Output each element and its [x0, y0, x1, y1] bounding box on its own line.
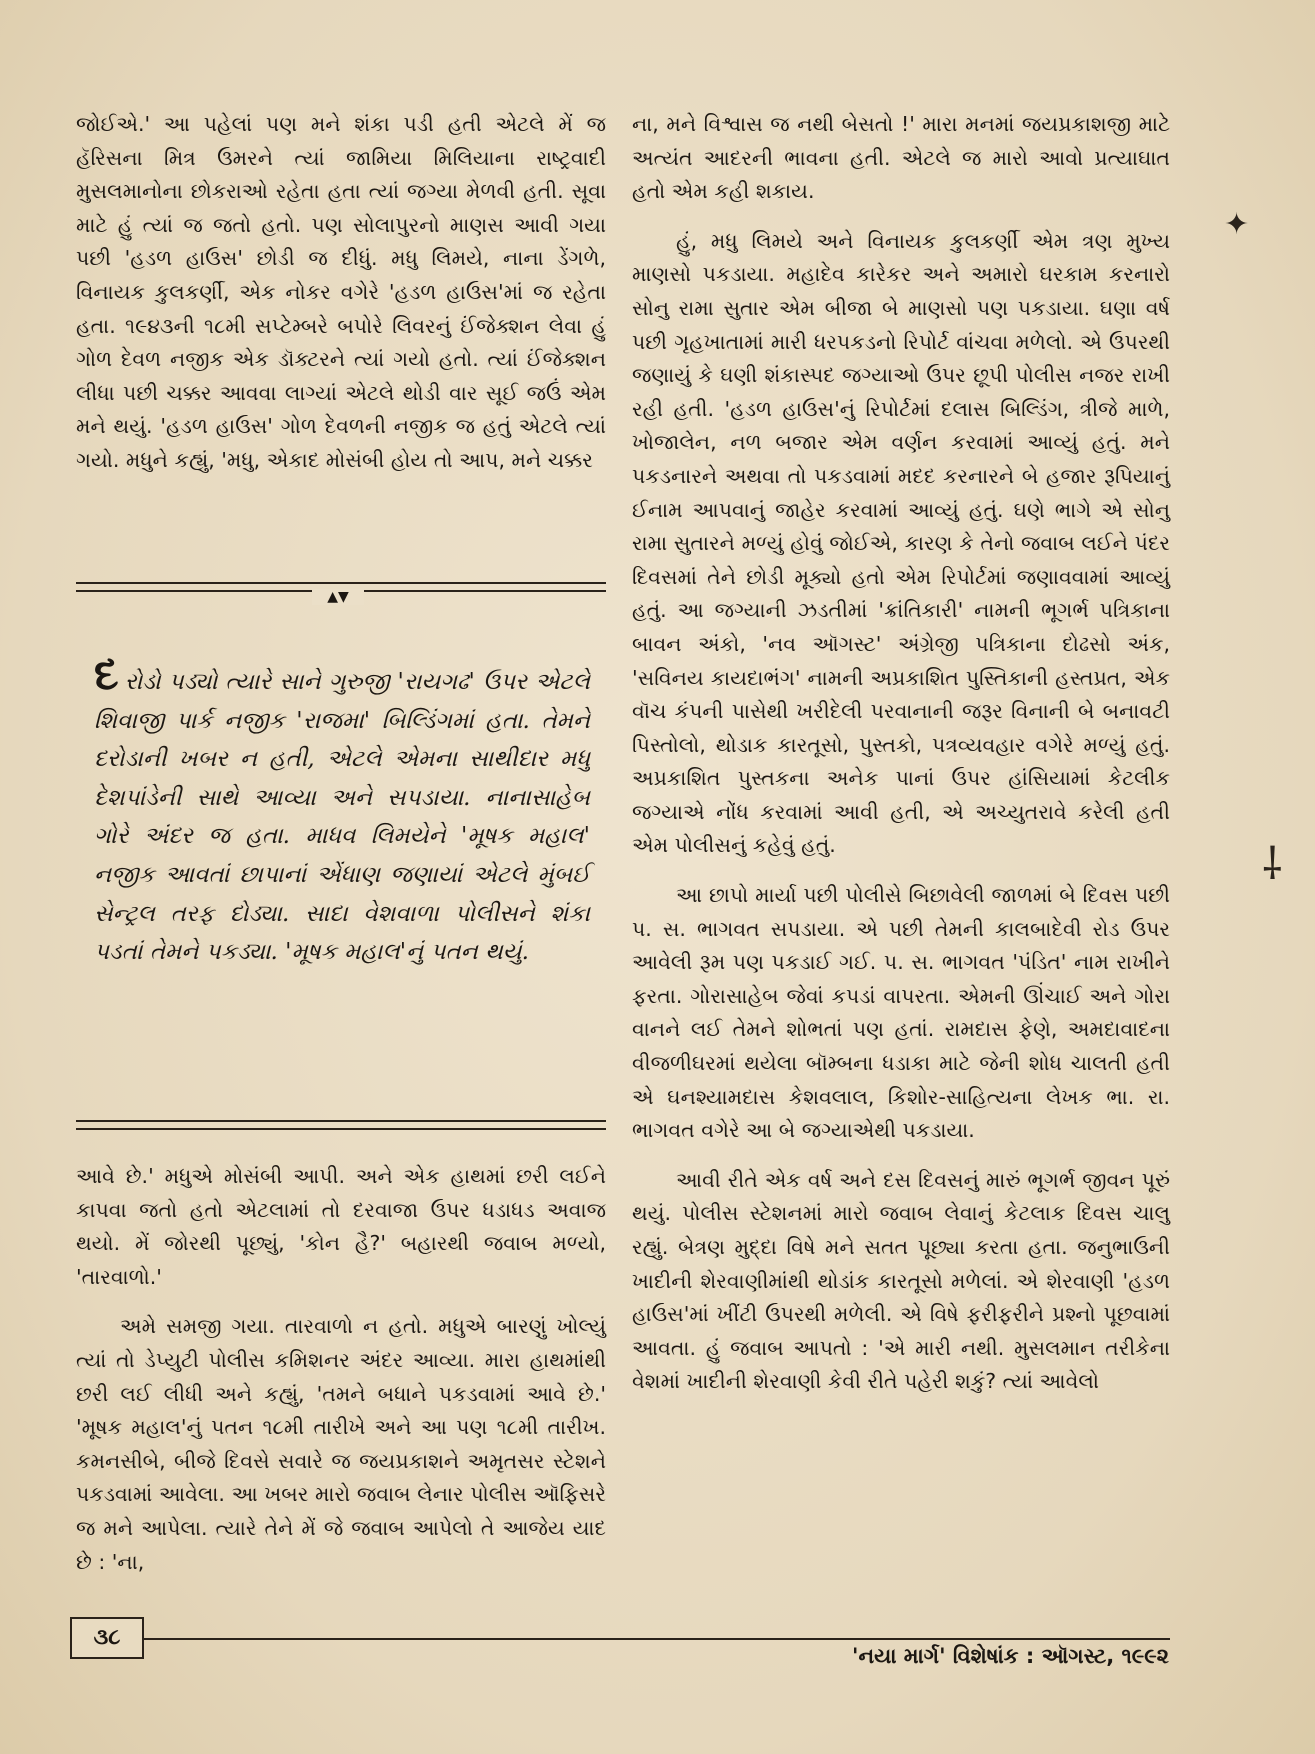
paragraph: આવી રીતે એક વર્ષ અને દસ દિવસનું મારું ભૂગર્ભ જીવન પૂરું થયું. પોલીસ સ્ટેશનમાં મારો જવાબ લેવાનું કેટલાક દિવસ ચાલુ રહ્યું. બેત્રણ મુદ્દા વિષે મને સતત પૂછ્યા કરતા હતા. જનુભાઉની ખાદીની શેરવાણીમાંથી થોડાંક કારતૂસો મળેલાં. એ શેરવાણી 'હડળ હાઉસ'માં ખીંટી ઉપરથી મળેલી. એ વિષે ફરીફરીને પ્રશ્નો પૂછવામાં આવતા. હું જવાબ આપતો : 'એ મારી નથી. મુસલમાન તરીકેના વેશમાં ખાદીની શેરવાણી કેવી રીતે પહેરી શકું? ત્યાં આવેલો	[632, 1167, 1170, 1394]
page-number: ૩૮	[70, 1617, 144, 1659]
highlight-box	[94, 649, 590, 972]
paper-damage-icon: ⸸	[1262, 839, 1283, 890]
paragraph: અમે સમજી ગયા. તારવાળો ન હતો. મધુએ બારણું ખોલ્યું ત્યાં તો ડેપ્યુટી પોલીસ કમિશનર અંદર આવ્યા. મારા હાથમાંથી છરી લઈ લીધી અને કહ્યું, 'તમને બધાને પકડવામાં આવે છે.' 'મૂષક મહાલ'નું પતન ૧૮મી તારીખે અને આ પણ ૧૮મી તારીખ. કમનસીબે, બીજે દિવસે સવારે જ જયપ્રકાશને અમૃતસર સ્ટેશને પકડવામાં આવેલા. આ ખબર મારો જવાબ લેનાર પોલીસ ઑફિસરે જ મને આપેલા. ત્યારે તેને મેં જે જવાબ આપેલો તે આજેય યાદ છે : 'ના,	[76, 1314, 606, 1574]
triangle-ornament-icon: ▲▼	[312, 589, 364, 605]
right-column	[632, 108, 1170, 1399]
highlight-text: રોડો પડ્યો ત્યારે સાને ગુરુજી 'રાયગઢ' ઉપર એટલે શિવાજી પાર્ક નજીક 'રાજમા' બિલ્ડિંગમાં હતા. તેમને દરોડાની ખબર ન હતી, એટલે એમના સાથીદાર મધુ દેશપાંડેની સાથે આવ્યા અને સપડાયા. નાનાસાહેબ ગોરે અંદર જ હતા. માધવ લિમયેને 'મૂષક મહાલ' નજીક આવતાં છાપાનાં એંધાણ જણાયાં એટલે મુંબઈ સેન્ટ્રલ તરફ દોડ્યા. સાદા વેશવાળા પોલીસને શંકા પડતાં તેમને પકડ્યા. 'મૂષક મહાલ'નું પતન થયું.	[94, 669, 590, 966]
paragraph: આવે છે.' મધુએ મોસંબી આપી. અને એક હાથમાં છરી લઈને કાપવા જતો હતો એટલામાં તો દરવાજા ઉપર ધડાધડ અવાજ થયો. મેં જોરથી પૂછ્યું, 'કોન હૈ?' બહારથી જવાબ મળ્યો, 'તારવાળો.'	[76, 1164, 606, 1289]
footer-rule	[70, 1638, 1170, 1640]
paragraph: આ છાપો માર્યા પછી પોલીસે બિછાવેલી જાળમાં બે દિવસ પછી પ. સ. ભાગવત સપડાયા. એ પછી તેમની કાલબાદેવી રોડ ઉપર આવેલી રૂમ પણ પકડાઈ ગઈ. પ. સ. ભાગવત 'પંડિત' નામ રાખીને ફરતા. ગોરાસાહેબ જેવાં કપડાં વાપરતા. એમની ઊંચાઈ અને ગોરા વાનને લઈ તેમને શોભતાં પણ હતાં. રામદાસ ફેણે, અમદાવાદના વીજળીઘરમાં થયેલા બૉમ્બના ધડાકા માટે જેની શોધ ચાલતી હતી એ ઘનશ્યામદાસ કેશવલાલ, કિશોર-સાહિત્યના લેખક ભા. રા. ભાગવત વગેરે આ બે જગ્યાએથી પકડાયા.	[632, 883, 1170, 1143]
box-divider-bottom	[76, 1120, 606, 1130]
ink-speck-icon: ✦	[1224, 207, 1250, 242]
paragraph: હું, મધુ લિમયે અને વિનાયક કુલકર્ણી એમ ત્રણ મુખ્ય માણસો પકડાયા. મહાદેવ કારેકર અને અમારો ઘરકામ કરનારો સોનુ રામા સુતાર એમ બીજા બે માણસો પણ પકડાયા. ઘણા વર્ષ પછી ગૃહખાતામાં મારી ધરપકડનો રિપોર્ટ વાંચવા મળેલો. એ ઉપરથી જણાયું કે ઘણી શંકાસ્પદ જગ્યાઓ ઉપર છૂપી પોલીસ નજર રાખી રહી હતી. 'હડળ હાઉસ'નું રિપોર્ટમાં દલાસ બિલ્ડિંગ, ત્રીજે માળે, ખોજાલેન, નળ બજાર એમ વર્ણન કરવામાં આવ્યું હતું. મને પકડનારને અથવા તો પકડવામાં મદદ કરનારને બે હજાર રૂપિયાનું ઈનામ આપવાનું જાહેર કરવામાં આવ્યું હતું. ઘણે ભાગે એ સોનુ રામા સુતારને મળ્યું હોવું જોઈએ, કારણ કે તેનો જવાબ લઈને પંદર દિવસમાં તેને છોડી મૂક્યો હતો એમ રિપોર્ટમાં જણાવવામાં આવ્યું હતું. આ જગ્યાની ઝડતીમાં 'ક્રાંતિકારી' નામની ભૂગર્ભ પત્રિકાના બાવન અંકો, 'નવ ઑગસ્ટ' અંગ્રેજી પત્રિકાના દોઢસો અંક, 'સવિનય કાયદાભંગ' નામની અપ્રકાશિત પુસ્તિકાની હસ્તપ્રત, એક વૉચ કંપની પાસેથી ખરીદેલી પરવાનાની જરૂર વિનાની બે બનાવટી પિસ્તોલો, થોડાક કારતૂસો, પુસ્તકો, પત્રવ્યવહાર વગેરે મળ્યું હતું. અપ્રકાશિત પુસ્તકના અનેક પાનાં ઉપર હાંસિયામાં કેટલીક જગ્યાએ નોંધ કરવામાં આવી હતી, એ અચ્યુતરાવે કરેલી હતી એમ પોલીસનું કહેવું હતું.	[632, 228, 1170, 858]
paragraph: ના, મને વિશ્વાસ જ નથી બેસતો !' મારા મનમાં જયપ્રકાશજી માટે અત્યંત આદરની ભાવના હતી. એટલે જ મારો આવો પ્રત્યાઘાત હતો એમ કહી શકાય.	[632, 112, 1170, 204]
drop-cap: દ	[94, 649, 119, 700]
paragraph: જોઈએ.' આ પહેલાં પણ મને શંકા પડી હતી એટલે મેં જ હૅરિસના મિત્ર ઉમરને ત્યાં જામિયા મિલિયાના રાષ્ટ્રવાદી મુસલમાનોના છોકરાઓ રહેતા હતા ત્યાં જગ્યા મેળવી હતી. સૂવા માટે હું ત્યાં જ જતો હતો. પણ સોલાપુરનો માણસ આવી ગયા પછી 'હડળ હાઉસ' છોડી જ દીધું. મધુ લિમયે, નાના ડેંગળે, વિનાયક કુલકર્ણી, એક નોકર વગેરે 'હડળ હાઉસ'માં જ રહેતા હતા. ૧૯૪૩ની ૧૮મી સપ્ટેમ્બરે બપોરે લિવરનું ઈંજેક્શન લેવા હું ગોળ દેવળ નજીક એક ડૉક્ટરને ત્યાં ગયો હતો. ત્યાં ઈંજેક્શન લીધા પછી ચક્કર આવવા લાગ્યાં એટલે થોડી વાર સૂઈ જઉં એમ મને થયું. 'હડળ હાઉસ' ગોળ દેવળની નજીક જ હતું એટલે ત્યાં ગયો. મધુને કહ્યું, 'મધુ, એકાદ મોસંબી હોય તો આપ, મને ચક્કર	[76, 112, 606, 472]
publication-footer: 'નયા માર્ગ' વિશેષાંક : ઑગસ્ટ, ૧૯૯૨	[852, 1644, 1169, 1668]
left-column-top	[76, 108, 606, 478]
left-column-bottom	[76, 1160, 606, 1579]
